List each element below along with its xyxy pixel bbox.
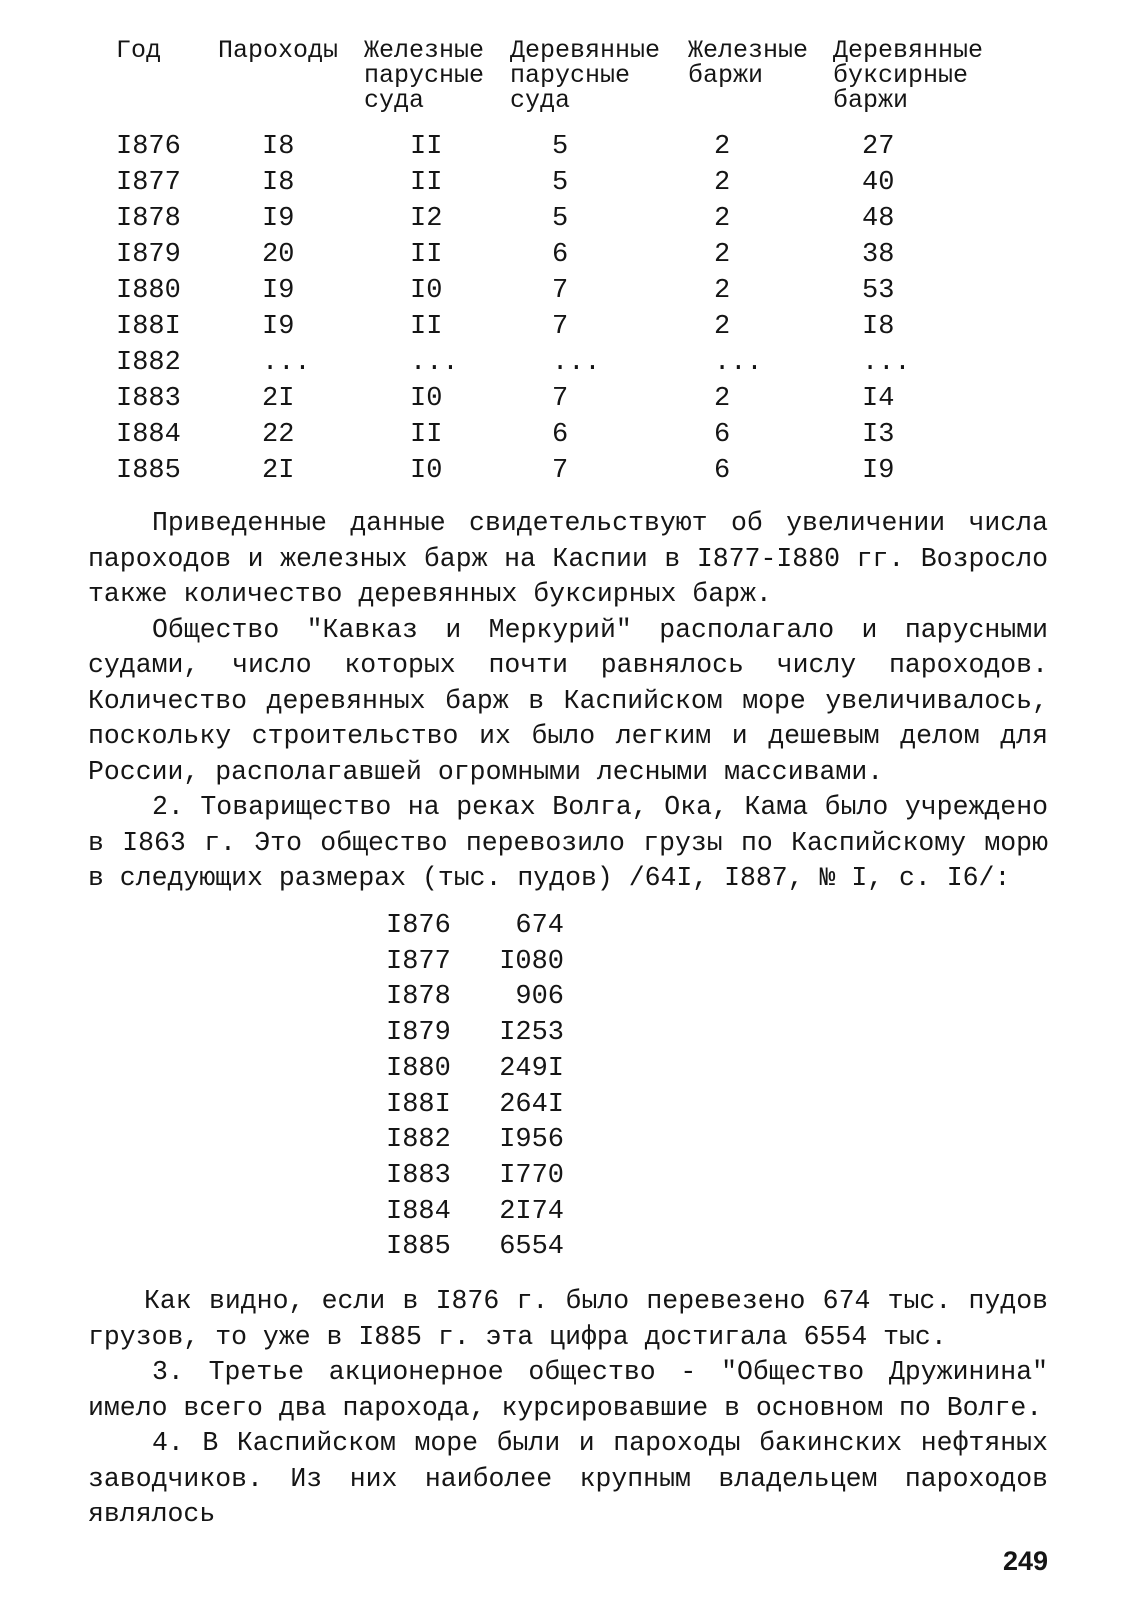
page-number: 249 <box>1003 1546 1049 1576</box>
table-cell: 53 <box>862 276 895 306</box>
table-cell: 6 <box>714 420 731 450</box>
table-cell: 7 <box>552 456 569 486</box>
table-cell: ... <box>552 348 601 378</box>
year-cell: I88I <box>386 1089 451 1120</box>
table-cell: I9 <box>262 276 295 306</box>
table-cell: 27 <box>862 132 895 162</box>
table-cell: 2 <box>714 384 731 414</box>
table-row <box>0 166 1139 200</box>
value-cell: 906 <box>515 982 564 1013</box>
table-cell: 2I <box>262 456 295 486</box>
table-row <box>0 346 1139 380</box>
table-row <box>0 202 1139 236</box>
table-cell: II <box>410 132 443 162</box>
table-cell: I877 <box>116 168 181 198</box>
table-row <box>0 1229 1139 1265</box>
table-cell: I9 <box>262 204 295 234</box>
table-cell: 6 <box>714 456 731 486</box>
table-row <box>0 1158 1139 1194</box>
paragraph: 2. Товарищество на реках Волга, Ока, Кама было учреждено в I863 г. Это общество перевозило грузы по Каспийскому морю в следующих размерах (тыс. пудов) /64I, I887, № I, с. I6/: <box>88 792 1048 893</box>
table-row <box>0 979 1139 1015</box>
table-cell: 5 <box>552 132 569 162</box>
table-row <box>0 908 1139 944</box>
year-cell: I885 <box>386 1232 451 1263</box>
table-cell: I876 <box>116 132 181 162</box>
year-cell: I884 <box>386 1196 451 1227</box>
year-cell: I883 <box>386 1160 451 1191</box>
paragraph: Общество "Кавказ и Меркурий" располагало и парусными судами, число которых почти равнялось числу пароходов. Количество деревянных барж в Каспийском море увеличивалось, поскольку строительство их было легким и дешевым делом для России, располагавшей огромными лесными массивами. <box>88 614 1048 787</box>
prose-top <box>88 506 1048 897</box>
paragraph: 4. В Каспийском море были и пароходы бакинских нефтяных заводчиков. Из них наиболее крупным владельцем пароходов являлось <box>88 1428 1048 1529</box>
table-cell: I2 <box>410 204 443 234</box>
year-cell: I880 <box>386 1053 451 1084</box>
table-cell: I883 <box>116 384 181 414</box>
header-iron-barges: Железные баржи <box>688 36 809 90</box>
value-cell: I770 <box>499 1160 564 1191</box>
table-cell: II <box>410 312 443 342</box>
table-cell: 6 <box>552 420 569 450</box>
table-row <box>0 310 1139 344</box>
table-cell: 40 <box>862 168 895 198</box>
table-row <box>0 944 1139 980</box>
year-cell: I877 <box>386 946 451 977</box>
paragraph: 3. Третье акционерное общество - "Общество Дружинина" имело всего два парохода, курсировавшие в основном по Волге. <box>88 1357 1048 1423</box>
table-cell: 2 <box>714 132 731 162</box>
table-cell: I9 <box>862 456 895 486</box>
value-cell: 264I <box>499 1089 564 1120</box>
table-cell: I880 <box>116 276 181 306</box>
table-cell: 38 <box>862 240 895 270</box>
table-cell: 22 <box>262 420 295 450</box>
table-row <box>0 1194 1139 1230</box>
value-cell: I253 <box>499 1018 564 1049</box>
table-cell: ... <box>862 348 911 378</box>
table-row <box>0 454 1139 488</box>
table-cell: 5 <box>552 168 569 198</box>
table-cell: 6 <box>552 240 569 270</box>
prose-bottom <box>88 1284 1048 1533</box>
table-cell: I882 <box>116 348 181 378</box>
year-cell: I878 <box>386 982 451 1013</box>
table-cell: 20 <box>262 240 295 270</box>
value-cell: 6554 <box>499 1232 564 1263</box>
table-cell: 2 <box>714 204 731 234</box>
value-cell: 2I74 <box>499 1196 564 1227</box>
year-cell: I879 <box>386 1018 451 1049</box>
table-cell: I9 <box>262 312 295 342</box>
year-cell: I882 <box>386 1125 451 1156</box>
table-row <box>0 418 1139 452</box>
table-row <box>0 1122 1139 1158</box>
table-cell: 2 <box>714 168 731 198</box>
table-row <box>0 1051 1139 1087</box>
table-cell: II <box>410 420 443 450</box>
table-cell: 7 <box>552 384 569 414</box>
header-wooden-tow-barges: Деревянные буксирные баржи <box>833 36 984 115</box>
paragraph: Как видно, если в I876 г. было перевезено 674 тыс. пудов грузов, то уже в I885 г. эта цифра достигала 6554 тыс. <box>88 1286 1048 1352</box>
value-cell: I080 <box>499 946 564 977</box>
table-cell: 48 <box>862 204 895 234</box>
table-cell: I0 <box>410 456 443 486</box>
header-iron-sailing: Железные парусные суда <box>364 36 485 115</box>
table-cell: 7 <box>552 312 569 342</box>
table-cell: I8 <box>262 132 295 162</box>
table-row <box>0 382 1139 416</box>
table-cell: 2 <box>714 276 731 306</box>
table-cell: I8 <box>862 312 895 342</box>
table-cell: I0 <box>410 384 443 414</box>
table-cell: I4 <box>862 384 895 414</box>
year-cell: I876 <box>386 911 451 941</box>
header-year: Год <box>116 36 162 65</box>
table-cell: ... <box>410 348 459 378</box>
table-cell: I88I <box>116 312 181 342</box>
header-steamers: Пароходы <box>218 36 339 65</box>
table-row <box>0 1015 1139 1051</box>
paragraph: Приведенные данные свидетельствуют об увеличении числа пароходов и железных барж на Каспии в I877-I880 гг. Возросло также количество деревянных буксирных барж. <box>88 508 1048 609</box>
table-cell: 7 <box>552 276 569 306</box>
table-cell: I0 <box>410 276 443 306</box>
table-row <box>0 1087 1139 1123</box>
header-wooden-sailing: Деревянные парусные суда <box>510 36 661 115</box>
table-cell: 2I <box>262 384 295 414</box>
table-cell: I3 <box>862 420 895 450</box>
value-cell: I956 <box>499 1125 564 1156</box>
table-cell: I879 <box>116 240 181 270</box>
table-cell: 2 <box>714 240 731 270</box>
table-cell: I885 <box>116 456 181 486</box>
table-cell: I878 <box>116 204 181 234</box>
table-cell: I8 <box>262 168 295 198</box>
table-row <box>0 238 1139 272</box>
table-cell: II <box>410 240 443 270</box>
table-row <box>0 274 1139 308</box>
value-cell: 249I <box>499 1053 564 1084</box>
table-cell: 2 <box>714 312 731 342</box>
table-cell: 5 <box>552 204 569 234</box>
table-cell: ... <box>262 348 311 378</box>
table-cell: I884 <box>116 420 181 450</box>
table-row <box>0 130 1139 164</box>
table-cell: II <box>410 168 443 198</box>
table-cell: ... <box>714 348 763 378</box>
value-cell: 674 <box>515 911 564 941</box>
